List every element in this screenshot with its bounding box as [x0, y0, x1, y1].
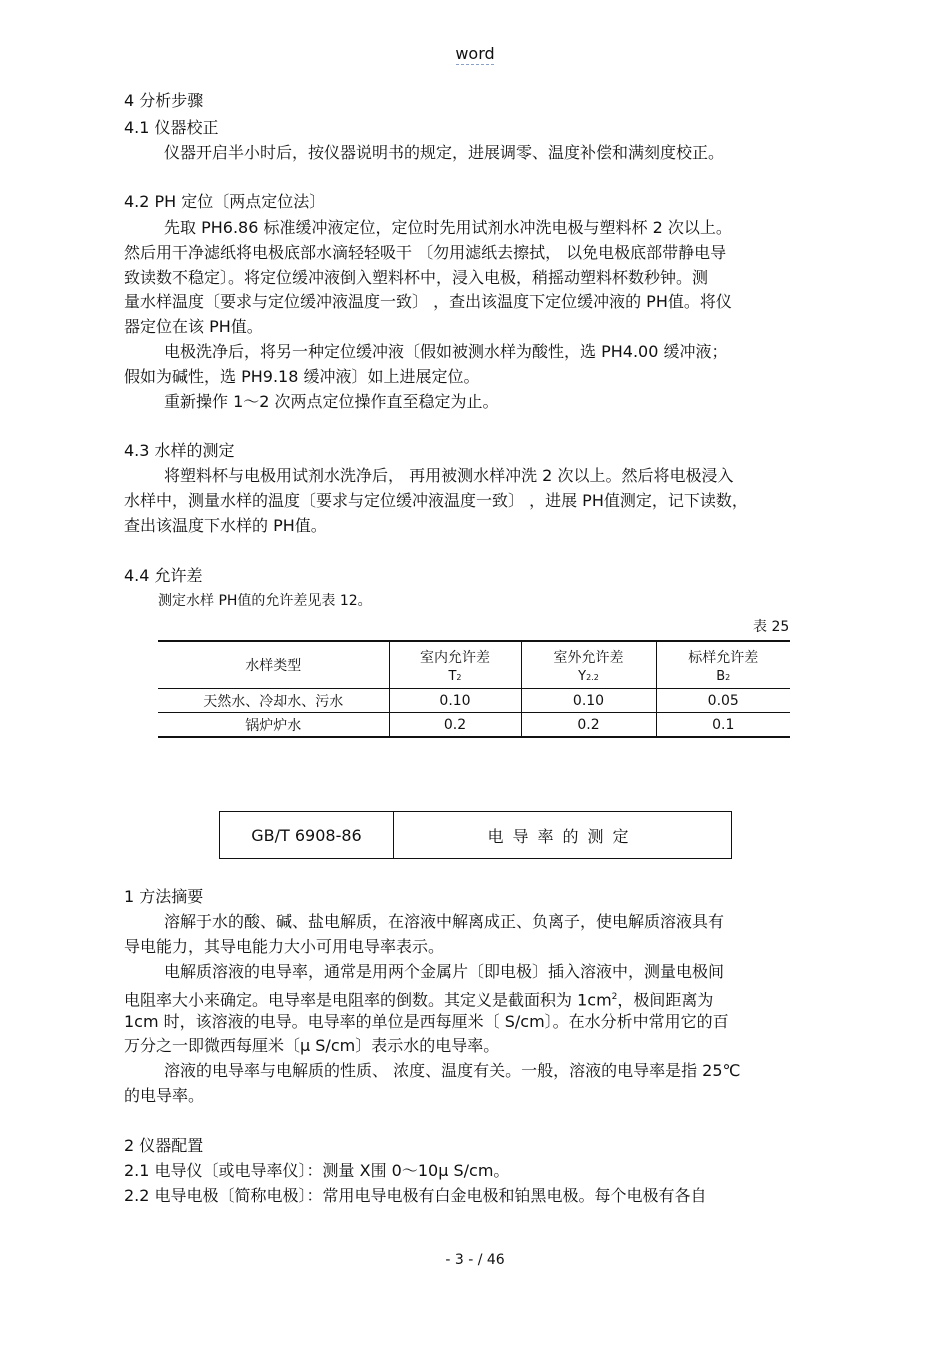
paragraph-line: 水样中，测量水样的温度〔要求与定位缓冲液温度一致〕 ，进展 PH值测定，记下读数， [124, 491, 748, 510]
table-cell: 天然水、冷却水、污水 [158, 689, 389, 713]
table-cell: 0.10 [521, 689, 656, 713]
table-cell: 0.1 [656, 713, 790, 738]
paragraph-line: 器定位在该 PH值。 [124, 317, 263, 336]
paragraph-line: 电解质溶液的电导率，通常是用两个金属片〔即电极〕插入溶液中，测量电极间 [164, 962, 725, 981]
paragraph-line: 电阻率大小来确定。电导率是电阻率的倒数。其定义是截面积为 $1cm^2$，极间距离为 [124, 990, 714, 1010]
table-cell: 0.2 [389, 713, 521, 738]
paragraph-line: 致读数不稳定〕。将定位缓冲液倒入塑料杯中，浸入电极，稍摇动塑料杯数秒钟。测 [124, 268, 709, 287]
paragraph-line: 查出该温度下水样的 PH值。 [124, 516, 327, 535]
column-header: 水样类型 [158, 641, 389, 689]
subsection-heading: 4.3 水样的测定 [124, 441, 235, 460]
page-number: - 3 - / 46 [445, 1252, 505, 1268]
paragraph-line: 1cm 时，该溶液的电导。电导率的单位是西每厘米〔 S/cm〕。在水分析中常用它的百 [124, 1012, 729, 1031]
paragraph-line: 的电导率。 [124, 1086, 205, 1105]
paragraph-line: 先取 PH6.86 标准缓冲液定位，定位时先用试剂水冲洗电极与塑料杯 2 次以上。 [164, 218, 732, 237]
section-heading: 1 方法摘要 [124, 887, 204, 906]
header-underline [456, 64, 494, 65]
subsection-heading: 4.1 仪器校正 [124, 118, 219, 137]
paragraph-line: 溶液的电导率与电解质的性质、 浓度、温度有关。一般，溶液的电导率是指 25℃ [164, 1061, 741, 1080]
standard-name: 电导率的测定 [487, 826, 638, 846]
standard-title-box [219, 811, 732, 859]
subsection-heading: 4.4 允许差 [124, 566, 203, 585]
paragraph-line: 重新操作 1～2 次两点定位操作直至稳定为止。 [164, 392, 499, 411]
table-row [158, 689, 790, 713]
paragraph-line: 万分之一即微西每厘米〔μ S/cm〕表示水的电导率。 [124, 1036, 500, 1055]
paragraph-line: 量水样温度〔要求与定位缓冲液温度一致〕 ，查出该温度下定位缓冲液的 PH值。将仪 [124, 292, 732, 311]
paragraph-line: 测定水样 PH值的允许差见表 12。 [158, 593, 372, 609]
table-cell: 0.2 [521, 713, 656, 738]
paragraph-line: 假如为碱性，选 PH9.18 缓冲液〕如上进展定位。 [124, 367, 480, 386]
list-item: 2.1 电导仪〔或电导率仪〕：测量 X围 0～10μ S/cm。 [124, 1161, 510, 1180]
standard-code: GB/T 6908-86 [220, 812, 394, 858]
tolerance-table [158, 640, 790, 738]
section-heading: 2 仪器配置 [124, 1136, 204, 1155]
table-label: 表 25 [753, 619, 790, 635]
section-heading: 4 分析步骤 [124, 91, 204, 110]
paragraph-line: 电极洗净后，将另一种定位缓冲液〔假如被测水样为酸性，选 PH4.00 缓冲液； [164, 342, 728, 361]
paragraph-line: 溶解于水的酸、碱、盐电解质，在溶液中解离成正、负离子，使电解质溶液具有 [164, 912, 725, 931]
list-item: 2.2 电导电极〔简称电极〕：常用电导电极有白金电极和铂黑电极。每个电极有各自 [124, 1186, 707, 1205]
column-header: 室内允许差 T2 [389, 641, 521, 689]
paragraph-line: 然后用干净滤纸将电极底部水滴轻轻吸干 〔勿用滤纸去擦拭， 以免电极底部带静电导 [124, 243, 727, 262]
table-row [158, 713, 790, 738]
paragraph-line: 将塑料杯与电极用试剂水洗净后， 再用被测水样冲洗 2 次以上。然后将电极浸入 [164, 466, 734, 485]
paragraph-line: 仪器开启半小时后，按仪器说明书的规定，进展调零、温度补偿和满刻度校正。 [164, 143, 725, 162]
column-header: 室外允许差 Y2.2 [521, 641, 656, 689]
subsection-heading: 4.2 PH 定位〔两点定位法〕 [124, 192, 326, 211]
table-cell: 锅炉炉水 [158, 713, 389, 738]
table-header-row [158, 641, 790, 689]
paragraph-line: 导电能力，其导电能力大小可用电导率表示。 [124, 937, 445, 956]
table-cell: 0.05 [656, 689, 790, 713]
page-header: word [455, 44, 495, 63]
table-cell: 0.10 [389, 689, 521, 713]
column-header: 标样允许差 B2 [656, 641, 790, 689]
